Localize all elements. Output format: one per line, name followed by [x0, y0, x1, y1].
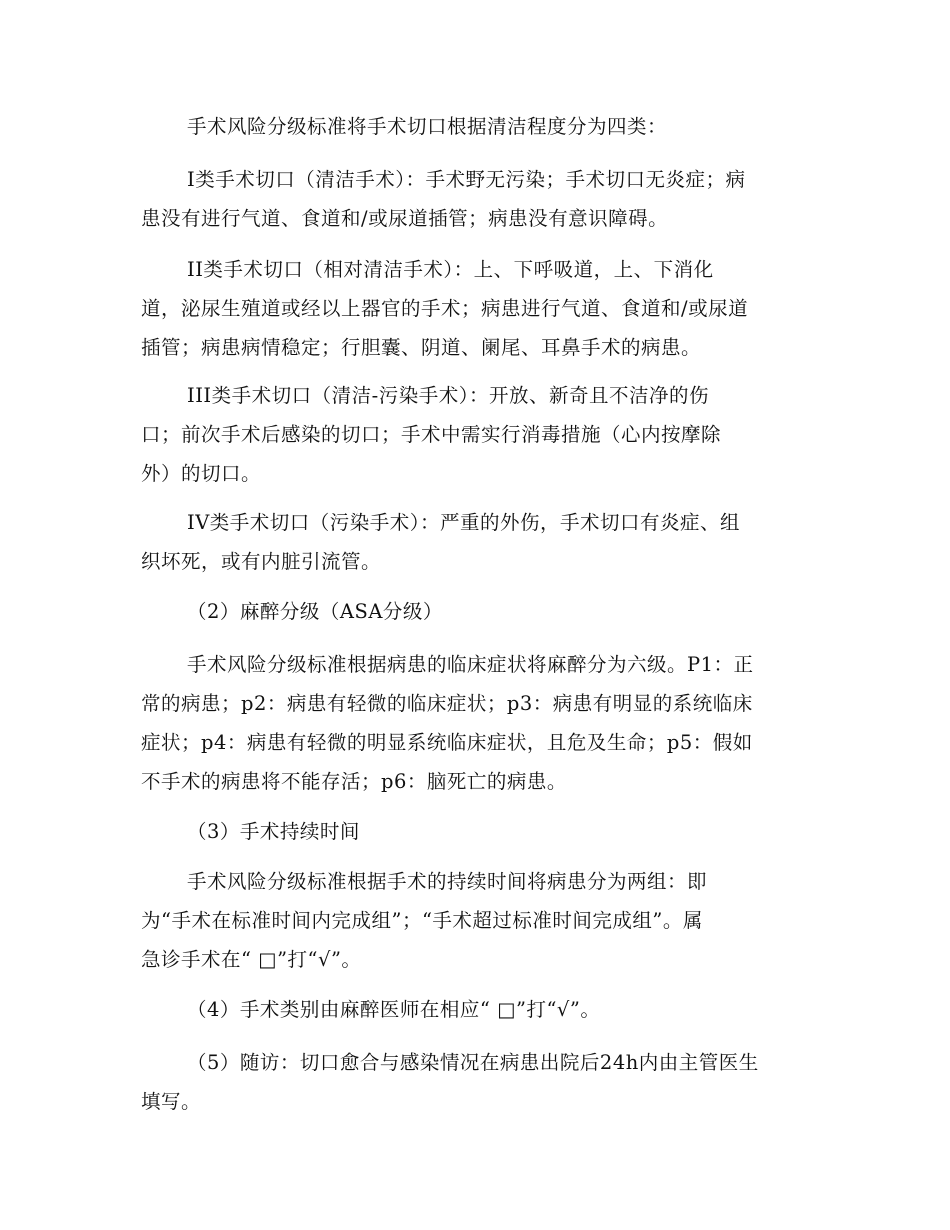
paragraph-class-i [141, 160, 811, 238]
text-line: 道，泌尿生殖道或经以上器官的手术；病患进行气道、食道和/或尿道 [141, 297, 749, 320]
text-line: 外）的切口。 [141, 462, 262, 485]
text-line: 不手术的病患将不能存活；p6：脑死亡的病患。 [141, 770, 567, 793]
text-line: 常的病患；p2：病患有轻微的临床症状；p3：病患有明显的系统临床 [141, 692, 753, 715]
section-heading-duration [141, 812, 811, 851]
paragraph-intro [141, 107, 811, 146]
text-line: （3）手术持续时间 [187, 820, 360, 843]
text-line: 患没有进行气道、食道和/或尿道插管；病患没有意识障碍。 [141, 207, 669, 230]
paragraph-class-iii [141, 376, 811, 493]
text-line: 为“手术在标准时间内完成组”；“手术超过标准时间完成组”。属 [141, 909, 703, 932]
paragraph-item-4 [141, 990, 811, 1029]
text-line: 口；前次手术后感染的切口；手术中需实行消毒措施（心内按摩除 [141, 423, 722, 446]
text-line: 急诊手术在“ □”打“√”。 [141, 948, 362, 971]
text-line: 插管；病患病情稳定；行胆囊、阴道、阑尾、耳鼻手术的病患。 [141, 336, 702, 359]
text-line: II类手术切口（相对清洁手术）：上、下呼吸道，上、下消化 [187, 258, 714, 281]
text-line: I类手术切口（清洁手术）：手术野无污染；手术切口无炎症；病 [187, 168, 746, 191]
text-line: 症状；p4：病患有轻微的明显系统临床症状，且危及生命；p5：假如 [141, 731, 753, 754]
text-line: 手术风险分级标准将手术切口根据清洁程度分为四类： [187, 115, 668, 138]
text-line: （4）手术类别由麻醉医师在相应“ □”打“√”。 [187, 998, 601, 1021]
text-line: 织坏死，或有内脏引流管。 [141, 550, 382, 573]
text-line: IV类手术切口（污染手术）：严重的外伤，手术切口有炎症、组 [187, 511, 741, 534]
text-line: （2）麻醉分级（ASA分级） [187, 600, 443, 623]
section-heading-anesthesia [141, 592, 811, 631]
text-line: 手术风险分级标准根据病患的临床症状将麻醉分为六级。P1：正 [187, 653, 754, 676]
text-line: 手术风险分级标准根据手术的持续时间将病患分为两组：即 [187, 870, 708, 893]
paragraph-asa [141, 645, 811, 801]
paragraph-class-ii [141, 250, 811, 367]
paragraph-item-5 [141, 1043, 811, 1121]
text-line: （5）随访：切口愈合与感染情况在病患出院后24h内由主管医生 [187, 1051, 759, 1074]
text-line: III类手术切口（清洁-污染手术）：开放、新奇且不洁净的伤 [187, 384, 709, 407]
text-line: 填写。 [141, 1090, 202, 1113]
paragraph-duration [141, 862, 811, 979]
paragraph-class-iv [141, 503, 811, 581]
